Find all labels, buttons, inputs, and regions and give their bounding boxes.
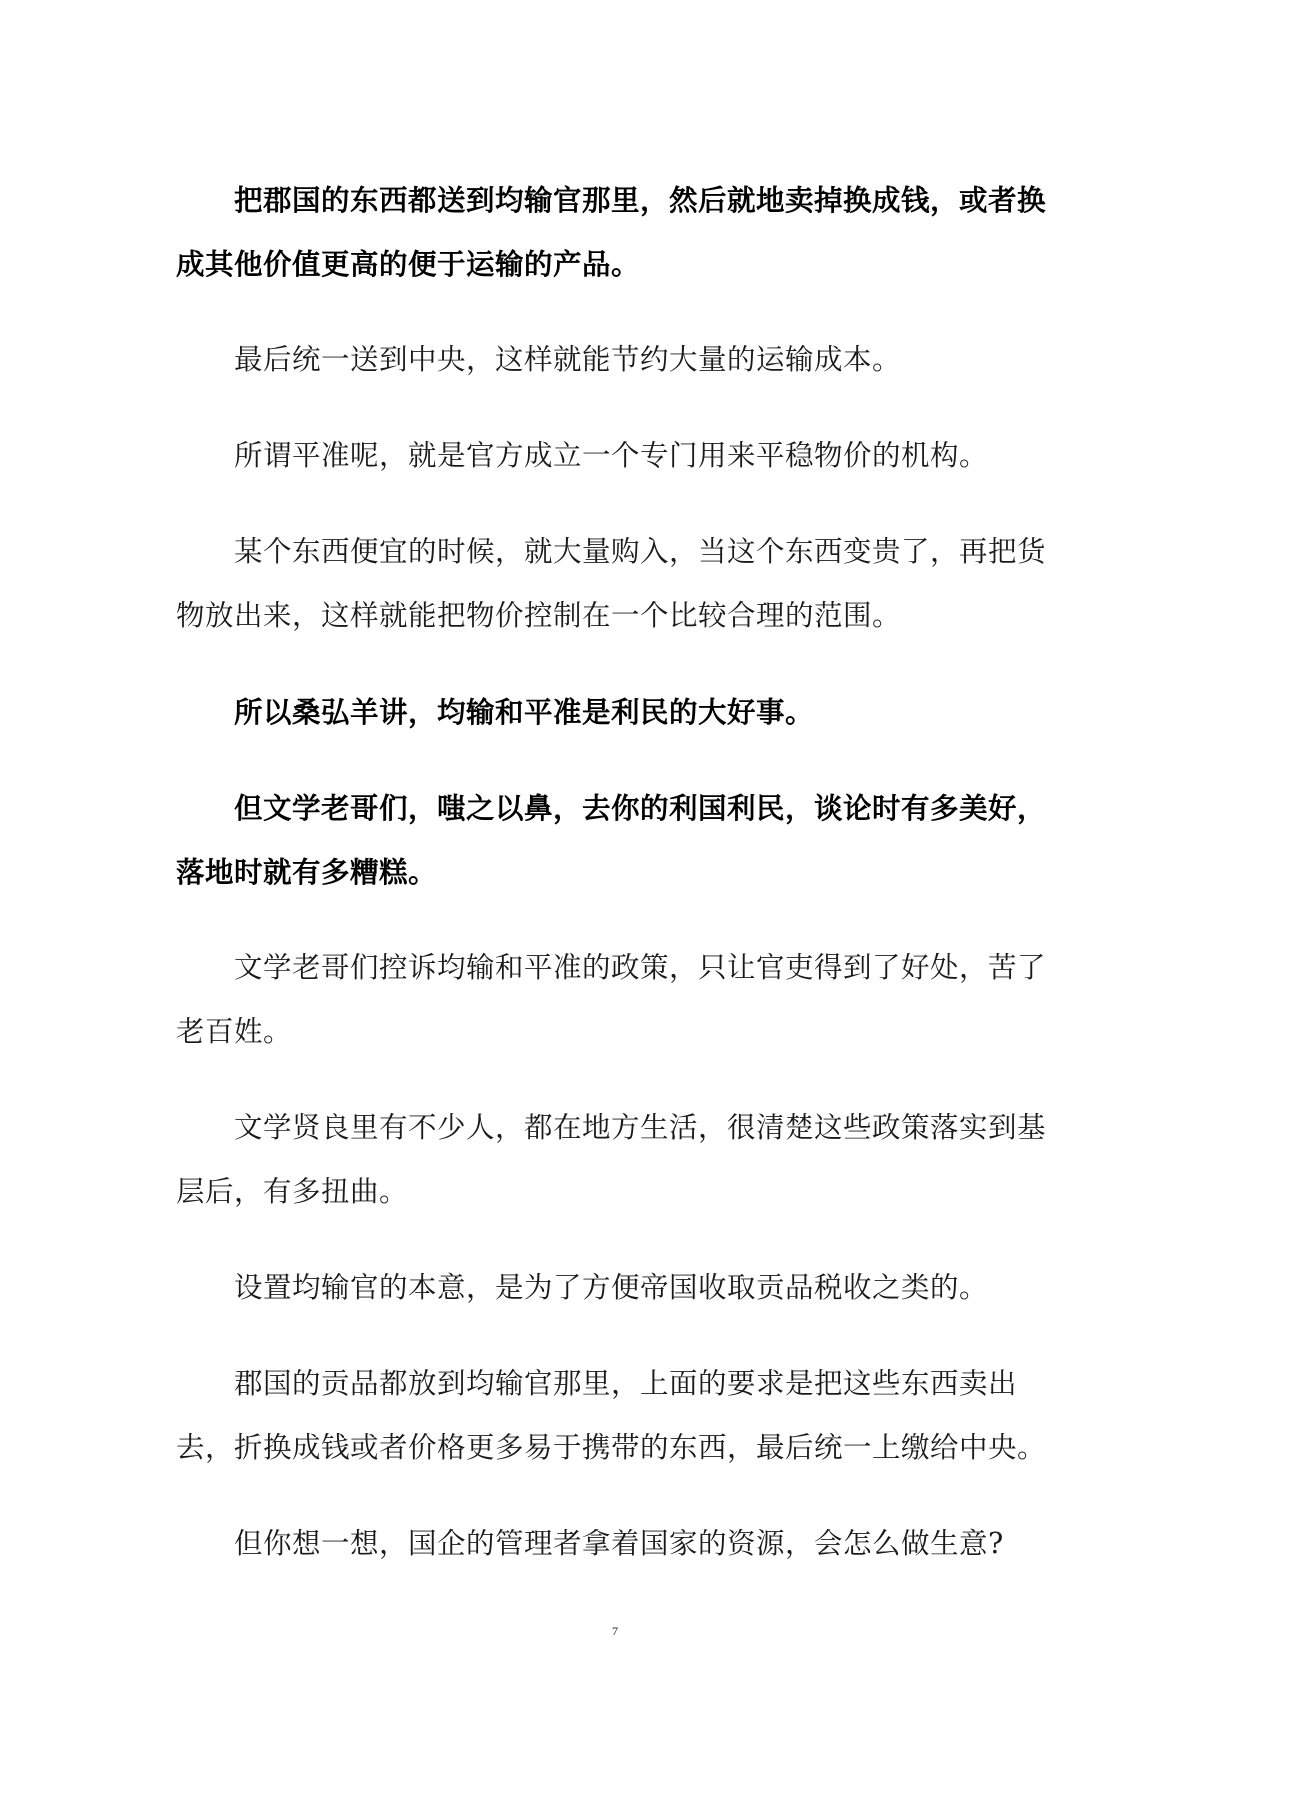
paragraph-10: 郡国的贡品都放到均输官那里，上面的要求是把这些东西卖出去，折换成钱或者价格更多易于携带的东西，最后统一上缴给中央。: [176, 1367, 1047, 1464]
paragraph-2: 最后统一送到中央，这样就能节约大量的运输成本。: [234, 343, 902, 376]
paragraph-8: 文学贤良里有不少人，都在地方生活，很清楚这些政策落实到基层后，有多扭曲。: [176, 1111, 1047, 1208]
paragraph-7: 文学老哥们控诉均输和平准的政策，只让官吏得到了好处，苦了老百姓。: [176, 951, 1047, 1048]
paragraph-11: 但你想一想，国企的管理者拿着国家的资源，会怎么做生意?: [234, 1527, 1004, 1560]
paragraph-6: 但文学老哥们，嗤之以鼻，去你的利国利民，谈论时有多美好，落地时就有多糟糕。: [176, 791, 1047, 889]
paragraph-3: 所谓平准呢，就是官方成立一个专门用来平稳物价的机构。: [234, 439, 989, 472]
paragraph-9: 设置均输官的本意，是为了方便帝国收取贡品税收之类的。: [234, 1271, 989, 1304]
paragraph-1: 把郡国的东西都送到均输官那里，然后就地卖掉换成钱，或者换成其他价值更高的便于运输的产品。: [176, 183, 1047, 281]
page-number: 7: [612, 1624, 618, 1638]
paragraph-5: 所以桑弘羊讲，均输和平准是利民的大好事。: [234, 695, 815, 729]
paragraph-4: 某个东西便宜的时候，就大量购入，当这个东西变贵了，再把货物放出来，这样就能把物价控制在一个比较合理的范围。: [176, 535, 1047, 632]
